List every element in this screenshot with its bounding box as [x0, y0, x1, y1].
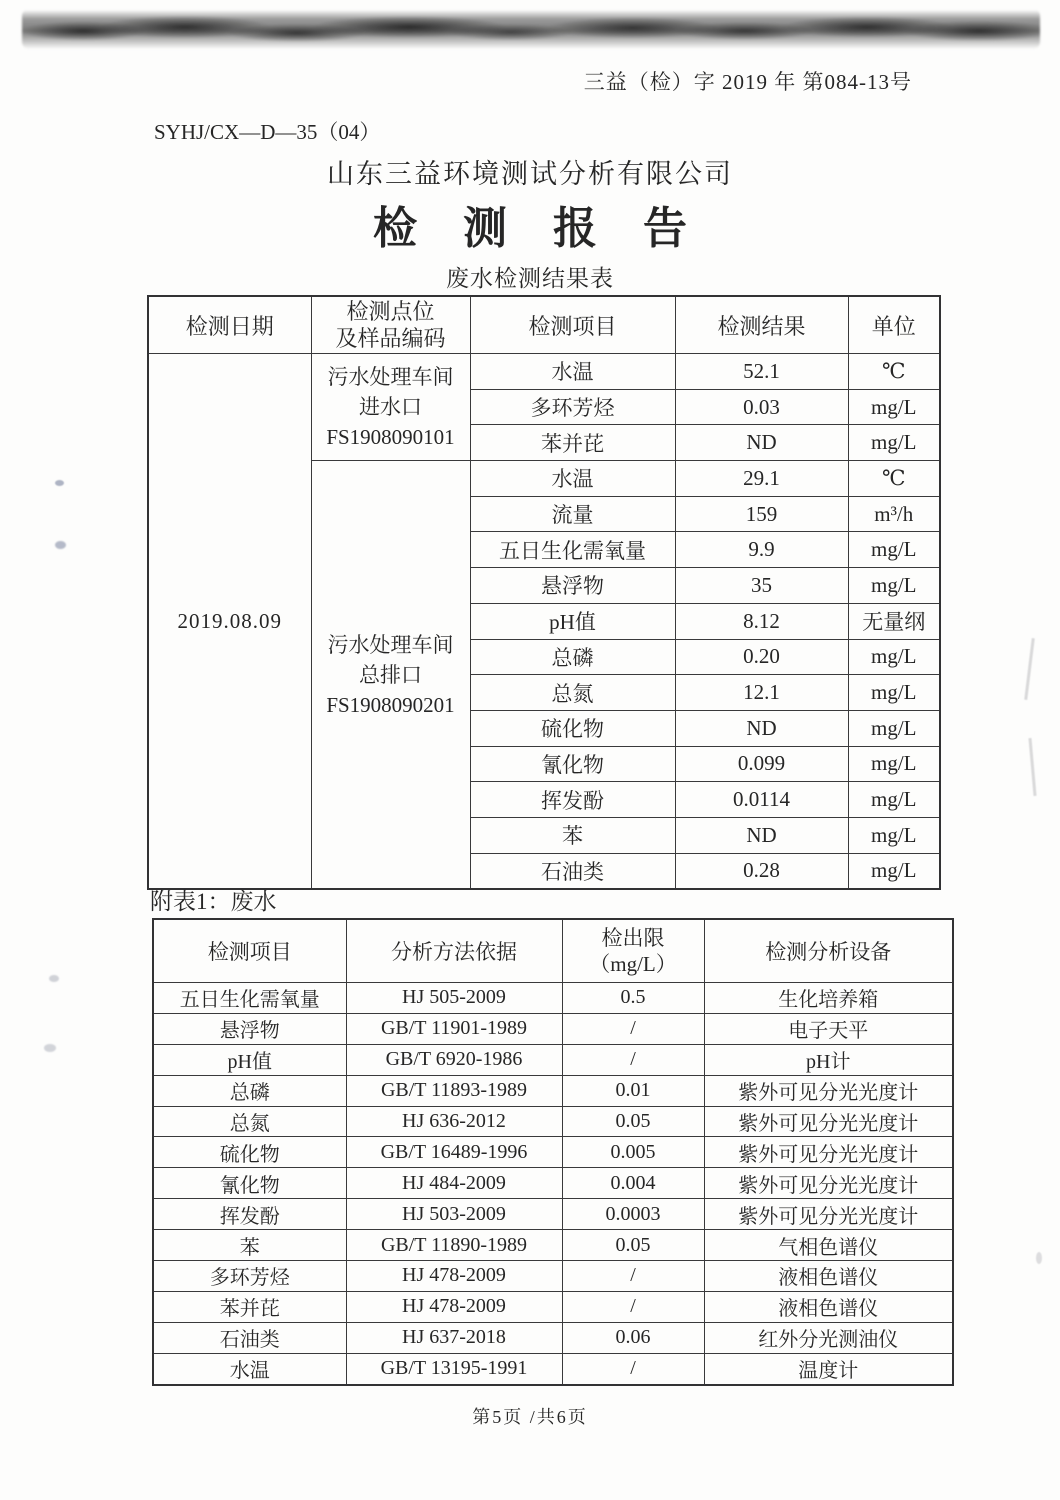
col-header-location-line2: 及样品编码 — [335, 326, 446, 351]
sample-code: FS1908090201 — [326, 692, 455, 717]
result-cell: 0.03 — [675, 389, 848, 425]
unit-cell: mg/L — [848, 675, 940, 711]
results-header-row — [148, 296, 940, 354]
result-cell: 0.099 — [675, 746, 848, 782]
col-header-method: 分析方法依据 — [346, 919, 562, 983]
appendix-row — [153, 983, 953, 1014]
method-cell: GB/T 6920-1986 — [346, 1044, 562, 1075]
device-cell: pH计 — [704, 1044, 953, 1075]
result-cell: ND — [675, 817, 848, 853]
limit-cell: / — [562, 1261, 704, 1292]
unit-cell: mg/L — [848, 817, 940, 853]
limit-cell: / — [562, 1044, 704, 1075]
item-cell: 流量 — [470, 496, 675, 532]
item-cell: 挥发酚 — [470, 782, 675, 818]
appendix-row — [153, 1137, 953, 1168]
result-cell: 52.1 — [675, 354, 848, 390]
appendix-label: 附表1：废水 — [150, 889, 277, 914]
item-cell: 氰化物 — [153, 1168, 346, 1199]
device-cell: 紫外可见分光光度计 — [704, 1168, 953, 1199]
scan-smudge — [49, 975, 59, 982]
unit-cell: mg/L — [848, 782, 940, 818]
item-cell: 总氮 — [470, 675, 675, 711]
item-cell: 总氮 — [153, 1106, 346, 1137]
method-cell: GB/T 11890-1989 — [346, 1230, 562, 1261]
limit-cell: 0.005 — [562, 1137, 704, 1168]
device-cell: 生化培养箱 — [704, 983, 953, 1014]
result-row — [148, 354, 940, 390]
item-cell: 挥发酚 — [153, 1199, 346, 1230]
unit-cell: mg/L — [848, 389, 940, 425]
method-cell: GB/T 16489-1996 — [346, 1137, 562, 1168]
col-header-unit: 单位 — [848, 296, 940, 354]
result-cell: 159 — [675, 496, 848, 532]
device-cell: 紫外可见分光光度计 — [704, 1137, 953, 1168]
appendix-row — [153, 1044, 953, 1075]
item-cell: 苯 — [153, 1230, 346, 1261]
form-code: SYHJ/CX—D—35（04） — [154, 120, 381, 144]
item-cell: 石油类 — [470, 853, 675, 889]
company-name: 山东三益环境测试分析有限公司 — [327, 159, 733, 189]
item-cell: 总磷 — [470, 639, 675, 675]
scan-squiggle — [1024, 638, 1035, 700]
appendix-row — [153, 1106, 953, 1137]
test-date-cell: 2019.08.09 — [148, 354, 311, 890]
device-cell: 电子天平 — [704, 1013, 953, 1044]
col-header-location — [311, 296, 470, 354]
method-cell: HJ 505-2009 — [346, 983, 562, 1014]
item-cell: pH值 — [470, 603, 675, 639]
appendix-row — [153, 1353, 953, 1384]
item-cell: 水温 — [470, 461, 675, 497]
location-line: 进水口 — [359, 395, 422, 420]
method-cell: HJ 484-2009 — [346, 1168, 562, 1199]
item-cell: pH值 — [153, 1044, 346, 1075]
result-cell: 8.12 — [675, 603, 848, 639]
unit-cell: mg/L — [848, 746, 940, 782]
method-cell: HJ 636-2012 — [346, 1106, 562, 1137]
scan-smudge — [55, 541, 66, 549]
item-cell: 多环芳烃 — [470, 389, 675, 425]
limit-cell: 0.0003 — [562, 1199, 704, 1230]
appendix-table — [152, 918, 954, 1386]
unit-cell: mg/L — [848, 639, 940, 675]
unit-cell: 无量纲 — [848, 603, 940, 639]
device-cell: 气相色谱仪 — [704, 1230, 953, 1261]
unit-cell: m³/h — [848, 496, 940, 532]
col-header-date: 检测日期 — [148, 296, 311, 354]
col-header-item: 检测项目 — [470, 296, 675, 354]
method-cell: HJ 637-2018 — [346, 1322, 562, 1353]
device-cell: 紫外可见分光光度计 — [704, 1106, 953, 1137]
item-cell: 五日生化需氧量 — [470, 532, 675, 568]
result-cell: 0.28 — [675, 853, 848, 889]
method-cell: HJ 503-2009 — [346, 1199, 562, 1230]
scan-smudge — [44, 1044, 56, 1052]
result-cell: 35 — [675, 568, 848, 604]
limit-cell: / — [562, 1353, 704, 1384]
appendix-row — [153, 1230, 953, 1261]
limit-cell: 0.06 — [562, 1322, 704, 1353]
report-title — [0, 192, 1060, 256]
location-line: 总排口 — [359, 662, 422, 687]
scan-smudge — [55, 480, 64, 486]
document-number: 三益（检）字 2019 年 第084-13号 — [583, 70, 912, 94]
results-table-title: 废水检测结果表 — [446, 266, 614, 291]
unit-cell: mg/L — [848, 853, 940, 889]
unit-cell: mg/L — [848, 425, 940, 461]
method-cell: HJ 478-2009 — [346, 1291, 562, 1322]
method-cell: GB/T 11893-1989 — [346, 1075, 562, 1106]
col-header-device: 检测分析设备 — [704, 919, 953, 983]
item-cell: 苯并芘 — [470, 425, 675, 461]
appendix-row — [153, 1199, 953, 1230]
appendix-row — [153, 1291, 953, 1322]
location-line: 污水处理车间 — [327, 365, 454, 390]
item-cell: 悬浮物 — [470, 568, 675, 604]
item-cell: 硫化物 — [470, 710, 675, 746]
appendix-row — [153, 1261, 953, 1292]
appendix-row — [153, 1075, 953, 1106]
result-cell: 29.1 — [675, 461, 848, 497]
col-header-item: 检测项目 — [153, 919, 346, 983]
item-cell: 水温 — [153, 1353, 346, 1384]
col-header-limit — [562, 919, 704, 983]
sample-location-cell — [311, 354, 470, 461]
sample-code: FS1908090101 — [326, 425, 455, 450]
result-cell: ND — [675, 710, 848, 746]
item-cell: 苯并芘 — [153, 1291, 346, 1322]
limit-cell: / — [562, 1291, 704, 1322]
method-cell: GB/T 11901-1989 — [346, 1013, 562, 1044]
unit-cell: mg/L — [848, 568, 940, 604]
result-cell: 9.9 — [675, 532, 848, 568]
limit-cell: 0.5 — [562, 983, 704, 1014]
scan-squiggle — [1036, 1252, 1042, 1264]
device-cell: 液相色谱仪 — [704, 1261, 953, 1292]
unit-cell: mg/L — [848, 710, 940, 746]
col-header-limit-line2: （mg/L） — [589, 952, 677, 976]
result-cell: 12.1 — [675, 675, 848, 711]
unit-cell: ℃ — [848, 354, 940, 390]
item-cell: 总磷 — [153, 1075, 346, 1106]
result-cell: 0.20 — [675, 639, 848, 675]
item-cell: 多环芳烃 — [153, 1261, 346, 1292]
sample-location-cell — [311, 461, 470, 890]
limit-cell: 0.004 — [562, 1168, 704, 1199]
device-cell: 紫外可见分光光度计 — [704, 1075, 953, 1106]
result-cell: ND — [675, 425, 848, 461]
device-cell: 红外分光测油仪 — [704, 1322, 953, 1353]
appendix-row — [153, 1322, 953, 1353]
device-cell: 液相色谱仪 — [704, 1291, 953, 1322]
limit-cell: 0.01 — [562, 1075, 704, 1106]
col-header-location-line1: 检测点位 — [346, 299, 435, 324]
method-cell: HJ 478-2009 — [346, 1261, 562, 1292]
appendix-row — [153, 1013, 953, 1044]
col-header-limit-line1: 检出限 — [601, 926, 665, 950]
scan-squiggle — [1028, 738, 1036, 796]
item-cell: 五日生化需氧量 — [153, 983, 346, 1014]
limit-cell: 0.05 — [562, 1106, 704, 1137]
appendix-row — [153, 1168, 953, 1199]
item-cell: 氰化物 — [470, 746, 675, 782]
device-cell: 紫外可见分光光度计 — [704, 1199, 953, 1230]
appendix-header-row — [153, 919, 953, 983]
item-cell: 悬浮物 — [153, 1013, 346, 1044]
unit-cell: ℃ — [848, 461, 940, 497]
item-cell: 硫化物 — [153, 1137, 346, 1168]
col-header-result: 检测结果 — [675, 296, 848, 354]
report-title-text: 检测报告 — [373, 204, 733, 253]
item-cell: 苯 — [470, 817, 675, 853]
page-footer: 第5页 /共6页 — [472, 1407, 588, 1427]
item-cell: 石油类 — [153, 1322, 346, 1353]
limit-cell: 0.05 — [562, 1230, 704, 1261]
scan-artifact-banner — [22, 9, 1040, 49]
limit-cell: / — [562, 1013, 704, 1044]
item-cell: 水温 — [470, 354, 675, 390]
unit-cell: mg/L — [848, 532, 940, 568]
results-table — [147, 295, 941, 890]
device-cell: 温度计 — [704, 1353, 953, 1384]
location-line: 污水处理车间 — [327, 632, 454, 657]
method-cell: GB/T 13195-1991 — [346, 1353, 562, 1384]
result-cell: 0.0114 — [675, 782, 848, 818]
